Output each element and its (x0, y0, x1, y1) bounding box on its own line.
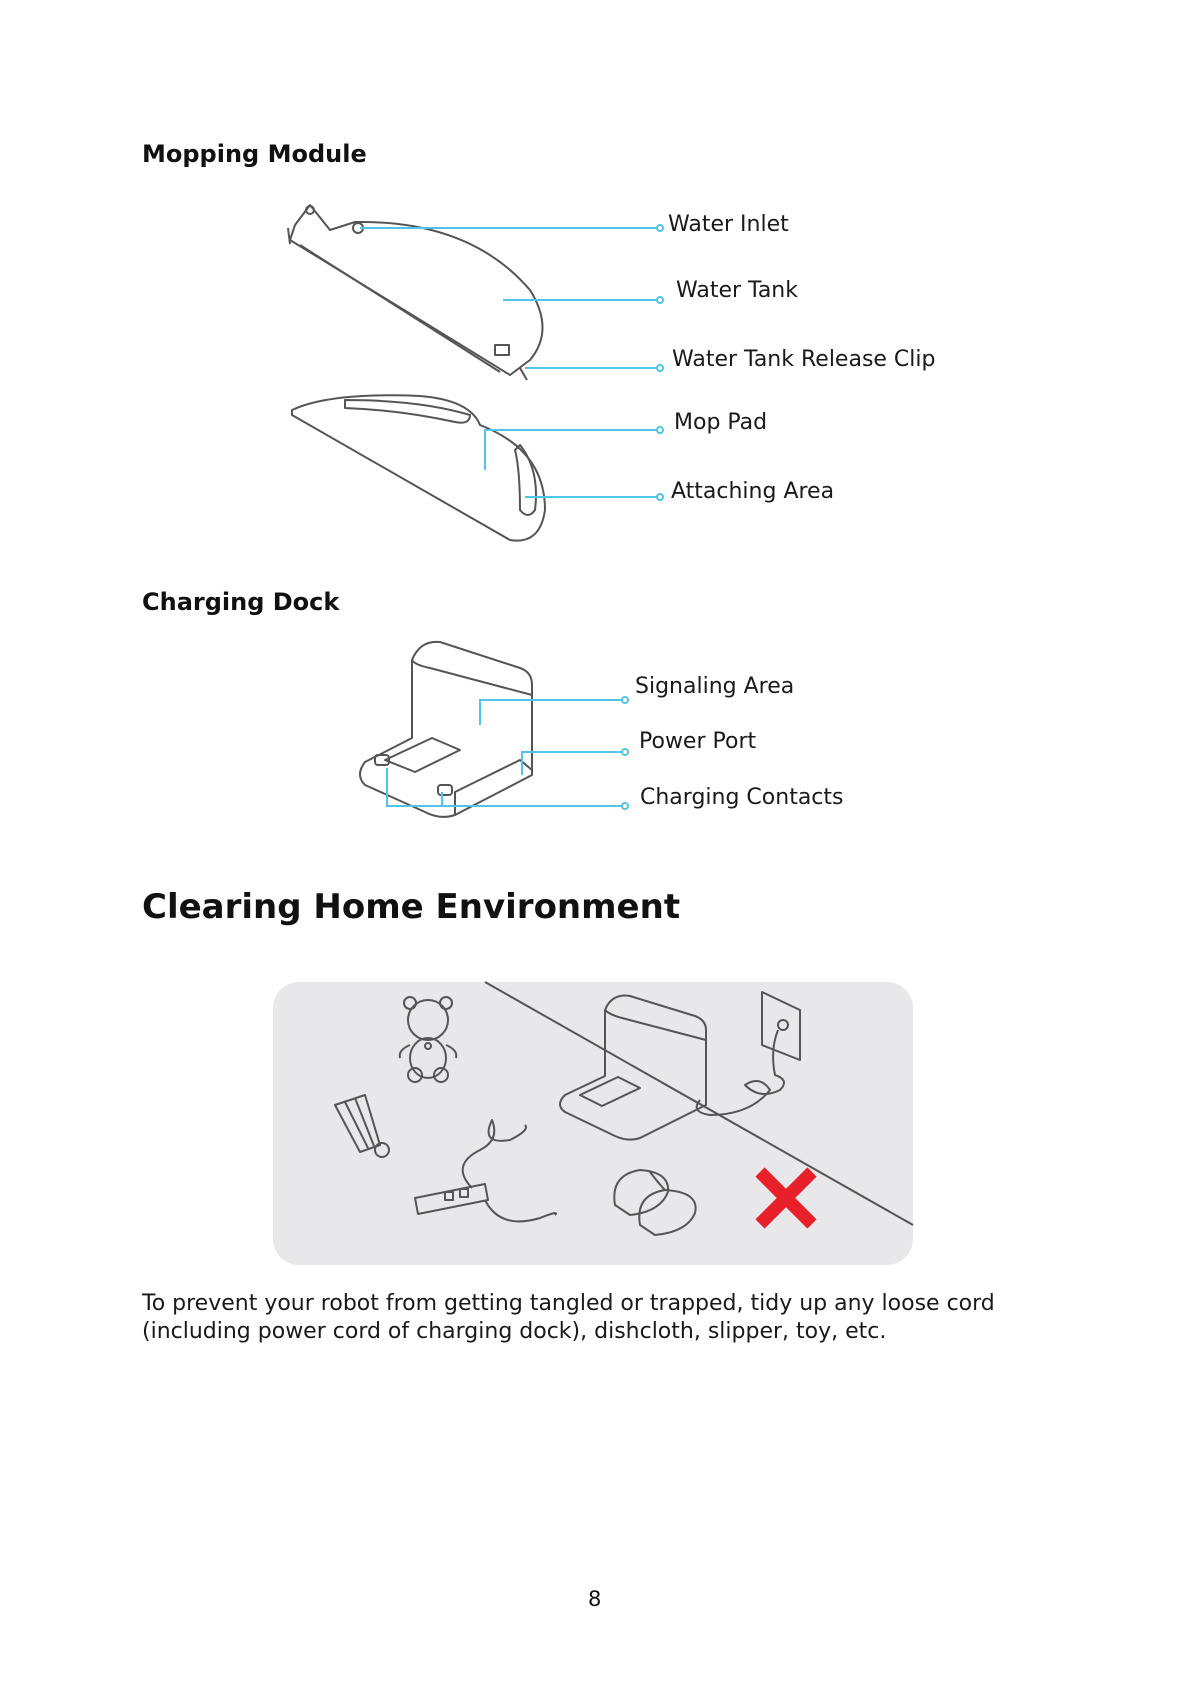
callout-water-tank: Water Tank (676, 278, 798, 303)
mopping-module-heading: Mopping Module (142, 140, 367, 168)
callout-water-tank-release-clip: Water Tank Release Clip (672, 347, 936, 372)
callout-charging-contacts: Charging Contacts (640, 785, 844, 810)
clearing-paragraph: To prevent your robot from getting tangled or trapped, tidy up any loose cord (including power cord of charging dock), dishcloth, slipper, toy, etc. (142, 1291, 995, 1344)
charging-dock-heading: Charging Dock (142, 588, 340, 616)
page-number: 8 (588, 1587, 602, 1611)
callout-attaching-area: Attaching Area (671, 479, 835, 504)
clearing-home-heading: Clearing Home Environment (142, 887, 681, 927)
callout-mop-pad: Mop Pad (674, 410, 768, 435)
callout-power-port: Power Port (639, 729, 757, 754)
callout-water-inlet: Water Inlet (668, 212, 789, 237)
callout-signaling-area: Signaling Area (635, 674, 795, 699)
